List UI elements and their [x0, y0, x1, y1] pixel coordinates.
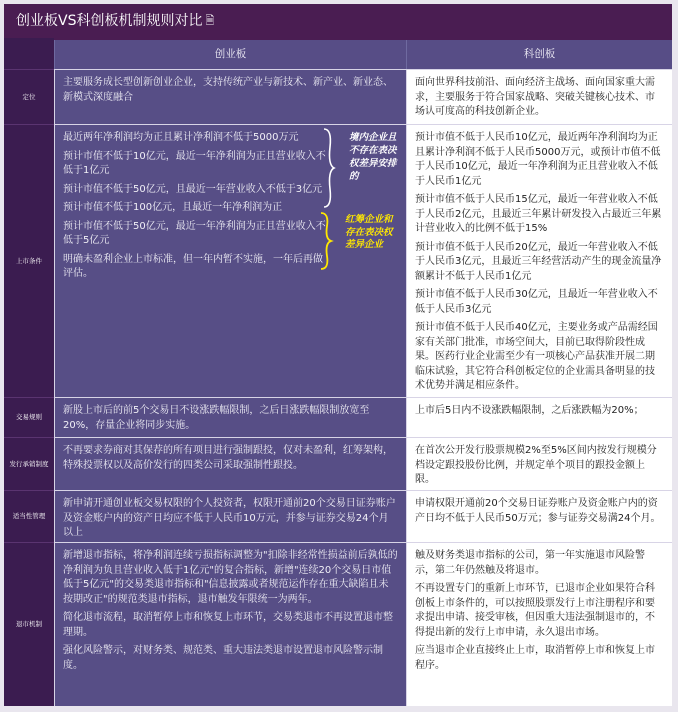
header-chuangye: 创业板	[54, 40, 406, 69]
chuangye-delisting	[54, 542, 406, 706]
kechuang-delisting-text: 触及财务类退市指标的公司，第一年实施退市风险警示，第二年仍然触及将退市。	[415, 550, 645, 576]
row-label-listing-conditions: 上市条件	[4, 124, 54, 397]
chuangye-delisting-text: 简化退市流程，取消暂停上市和恢复上市环节，交易类退市不再设置退市整理期。	[63, 612, 393, 638]
page-title-text: 创业板VS科创板机制规则对比	[16, 13, 203, 29]
chuangye-positioning	[54, 69, 406, 124]
chuangye-trading-rules-text: 新股上市后的前5个交易日不设涨跌幅限制，之后日涨跌幅限制放宽至20%，存量企业将同步实施。	[63, 405, 370, 431]
kechuang-trading-rules	[406, 397, 672, 437]
kechuang-trading-rules-text: 上市后5日内不设涨跌幅限制，之后涨跌幅为20%；	[415, 405, 644, 416]
kechuang-delisting-text: 应当退市企业直接终止上市，取消暂停上市和恢复上市程序。	[415, 645, 655, 671]
header-kechuang: 科创板	[406, 40, 672, 69]
kechuang-listing-standard: 预计市值不低于人民币30亿元，且最近一年营业收入不低于人民币3亿元	[415, 289, 658, 315]
chuangye-listing-standard: 最近两年净利润均为正且累计净利润不低于5000万元	[63, 132, 299, 143]
kechuang-positioning	[406, 69, 672, 124]
chuangye-suitability	[54, 490, 406, 542]
row-label-positioning: 定位	[4, 69, 54, 124]
kechuang-listing-conditions	[406, 124, 672, 397]
chuangye-suitability-text: 新申请开通创业板交易权限的个人投资者，权限开通前20个交易日证券账户及资金账户内的资产日均应不低于人民币10万元，并参与证券交易24个月以上	[63, 498, 396, 538]
chuangye-trading-rules	[54, 397, 406, 437]
chuangye-underwriting	[54, 437, 406, 490]
annotation-redchip: 红筹企业和存在表决权差异企业	[345, 214, 393, 250]
kechuang-positioning-text: 面向世界科技前沿、面向经济主战场、面向国家重大需求，主要服务于符合国家战略、突破关键核心技术、市场认可度高的科技创新企业。	[415, 77, 655, 117]
kechuang-listing-standard: 预计市值不低于人民币40亿元，主要业务或产品需经国家有关部门批准，市场空间大，目前已取得阶段性成果。医药行业企业需至少有一项核心产品获准开展二期临床试验，其它符合科创板定位的企业需具备明显的技术优势并满足相应条件。	[415, 322, 658, 391]
chuangye-listing-standard: 明确未盈利企业上市标准，但一年内暂不实施，一年后再做评估。	[63, 253, 323, 279]
chuangye-listing-standard: 预计市值不低于50亿元，最近一年净利润为正且营业收入不低于5亿元	[63, 220, 326, 246]
chuangye-listing-standard: 预计市值不低于100亿元，且最近一年净利润为正	[63, 202, 283, 213]
kechuang-listing-standard: 预计市值不低于人民币20亿元，最近一年营业收入不低于人民币3亿元，且最近三年经营活动产生的现金流量净额累计不低于人民币1亿元	[415, 241, 662, 282]
kechuang-underwriting	[406, 437, 672, 490]
kechuang-delisting	[406, 542, 672, 706]
chuangye-listing-standard: 预计市值不低于50亿元，且最近一年营业收入不低于3亿元	[63, 183, 323, 195]
kechuang-suitability	[406, 490, 672, 542]
row-label-trading-rules: 交易规则	[4, 397, 54, 437]
chuangye-positioning-text: 主要服务成长型创新创业企业，支持传统产业与新技术、新产业、新业态、新模式深度融合	[63, 77, 393, 103]
document-icon: 🗎	[205, 14, 215, 27]
page-title	[4, 4, 672, 38]
chuangye-delisting-text: 强化风险警示，对财务类、规范类、重大违法类退市设置退市风险警示制度。	[63, 645, 383, 671]
kechuang-suitability-text: 申请权限开通前20个交易日证券账户及资金账户内的资产日均不低于人民币50万元；参与证券交易满24个月。	[415, 498, 661, 524]
chuangye-delisting-text: 新增退市指标，将净利润连续亏损指标调整为"扣除非经常性损益前后孰低的净利润为负且营业收入低于1亿元"的复合指标，新增"连续20个交易日市值低于5亿元"的交易类退市指标和"信息披露或者规范运作存在重大缺陷且未按期改正"的规范类退市指标，退市触发年限统一为两年。	[63, 550, 398, 605]
kechuang-listing-standard: 预计市值不低于人民币10亿元，最近两年净利润均为正且累计净利润不低于人民币5000万元，或预计市值不低于人民币10亿元，最近一年净利润为正且营业收入不低于人民币1亿元	[415, 132, 661, 187]
brace-white-icon	[322, 127, 336, 209]
kechuang-delisting-text: 不再设置专门的重新上市环节，已退市企业如果符合科创板上市条件的，可以按照股票发行上市注册程序和要求提出申请、接受审核，但因重大违法强制退市的，不得提出新的发行上市申请，永久退出市场。	[415, 583, 655, 638]
header-corner	[4, 38, 54, 69]
row-label-suitability: 适当性管理	[4, 490, 54, 542]
kechuang-underwriting-text: 在首次公开发行股票规模2%至5%区间内按发行规模分档设定跟投股份比例，并规定单个项目的跟投金额上限。	[415, 445, 657, 485]
chuangye-underwriting-text: 不再要求券商对其保荐的所有项目进行强制跟投，仅对未盈利，红筹架构，特殊投票权以及高价发行的四类公司采取强制性跟投。	[63, 445, 393, 471]
brace-yellow-icon	[319, 211, 333, 271]
row-label-underwriting: 发行承销制度	[4, 437, 54, 490]
row-label-delisting: 退市机制	[4, 542, 54, 706]
chuangye-listing-standard: 预计市值不低于10亿元，最近一年净利润为正且营业收入不低于1亿元	[63, 150, 326, 176]
kechuang-listing-standard: 预计市值不低于人民币15亿元，最近一年营业收入不低于人民币2亿元，且最近三年累计研发投入占最近三年累计营业收入的比例不低于15%	[415, 194, 662, 234]
annotation-domestic: 境内企业且不存在表决权差异安排的	[349, 132, 397, 182]
